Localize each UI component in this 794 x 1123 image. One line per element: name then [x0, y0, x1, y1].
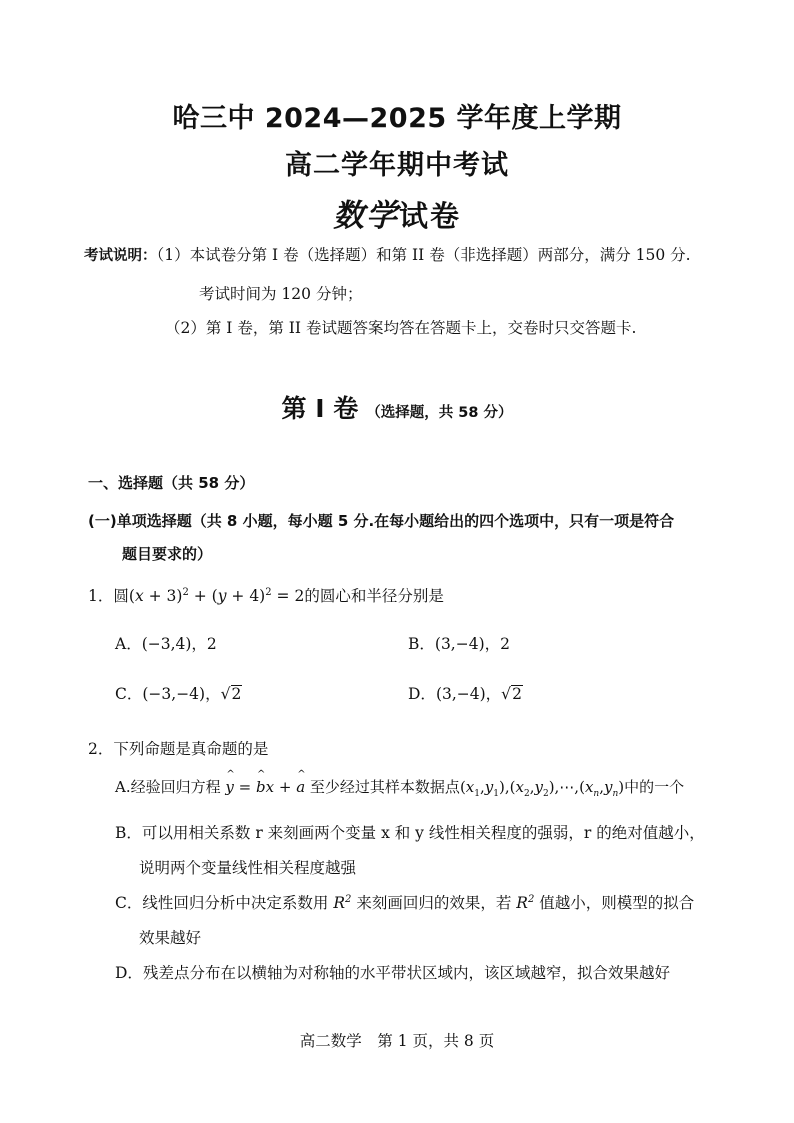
exam-header-school: 哈三中 2024—2025 学年度上学期 — [172, 103, 622, 134]
question-1-option-d — [408, 682, 523, 704]
question-2-option-b — [115, 821, 705, 843]
exam-notes-line1 — [84, 243, 691, 265]
q2-option-b-label: B． — [115, 824, 142, 842]
option-c-text: (−3,−4)， — [142, 685, 221, 703]
q2-option-b-line1: 可以用相关系数 r 来刻画两个变量 x 和 y 线性相关程度的强弱，r 的绝对值越小， — [141, 824, 705, 842]
exam-notes-item1a: （1）本试卷分第 I 卷（选择题）和第 II 卷（非选择题）两部分，满分 150 分. — [156, 246, 691, 264]
exam-notes-item1b: 考试时间为 120 分钟； — [199, 285, 363, 303]
sqrt-symbol: √ — [220, 685, 231, 703]
q2-option-c-b: 来刻画回归的效果，若 — [356, 894, 512, 912]
page-footer: 高二数学 第 1 页，共 8 页 — [299, 1032, 495, 1050]
q2-option-d-label: D． — [115, 964, 143, 982]
option-b-label: B． — [408, 635, 435, 653]
exam-header-grade: 高二学年期中考试 — [285, 150, 509, 181]
question-1-option-b — [408, 632, 510, 654]
subject-brush-text: 数学 — [332, 198, 399, 234]
q2-option-c-label: C． — [115, 894, 143, 912]
q2-option-a-post: 中的一个 — [624, 778, 685, 796]
question-2-text: 下列命题是真命题的是 — [113, 740, 269, 758]
question-2-option-c-line2: 效果越好 — [139, 929, 202, 947]
r-squared: $R^2$ — [328, 893, 352, 912]
question-1-equation: $(x + 3)^2 + (y + 4)^2 = 2$ — [128, 586, 305, 605]
question-2-number: 2． — [88, 740, 114, 758]
question-1-option-c — [115, 682, 242, 704]
exam-header-subject — [0, 190, 794, 235]
part-heading: 一、选择题（共 58 分） — [88, 474, 255, 492]
question-2-option-c — [115, 891, 694, 913]
q2-option-d-text: 残差点分布在以横轴为对称轴的水平带状区域内，该区域越窄，拟合效果越好 — [142, 964, 670, 982]
question-2-option-a — [115, 776, 684, 799]
q2-option-c-a: 线性回归分析中决定系数用 — [142, 894, 329, 912]
part-subheading-line2: 题目要求的） — [122, 545, 213, 563]
part-subheading-line1: (一)单项选择题（共 8 小题，每小题 5 分.在每小题给出的四个选项中，只有一项是符合 — [88, 512, 675, 530]
question-1-stem — [88, 584, 444, 606]
subject-rest-text: 试卷 — [398, 199, 461, 233]
question-2-option-d — [115, 961, 670, 983]
q2-option-a-label: A. — [115, 778, 131, 796]
question-1-prefix: 圆 — [113, 587, 129, 605]
section-title-sub: （选择题，共 58 分） — [366, 405, 513, 421]
q2-option-a-pre: 经验回归方程 — [130, 778, 221, 796]
sample-points: $(x_1,y_1),(x_2,y_2),\cdots,(x_n,y_n)$ — [459, 778, 625, 799]
option-c-sqrt: 2 — [231, 685, 242, 703]
q2-option-c-c: 值越小，则模型的拟合 — [539, 894, 695, 912]
question-1-option-a — [115, 632, 217, 654]
option-c-label: C． — [115, 685, 143, 703]
r-squared: $R^2$ — [511, 893, 535, 912]
option-b-text: (3,−4)，2 — [434, 635, 510, 653]
question-1-number: 1． — [88, 587, 114, 605]
question-2-option-b-line2: 说明两个变量线性相关程度越强 — [139, 859, 357, 877]
option-a-label: A． — [115, 635, 142, 653]
question-2-stem — [88, 737, 268, 759]
exam-notes-label: 考试说明： — [84, 248, 157, 264]
option-d-text: (3,−4)， — [435, 685, 502, 703]
option-d-label: D． — [408, 685, 436, 703]
sqrt-symbol: √ — [501, 685, 512, 703]
option-d-sqrt: 2 — [512, 685, 522, 703]
option-a-text: (−3,4)，2 — [141, 635, 217, 653]
regression-equation: ^ y = ^ bx + ^ a — [221, 778, 310, 796]
section-title — [0, 389, 794, 425]
q2-option-a-mid: 至少经过其样本数据点 — [309, 778, 460, 796]
exam-notes-item2: （2）第 I 卷，第 II 卷试题答案均答在答题卡上，交卷时只交答题卡. — [165, 319, 637, 337]
section-title-main: 第 I 卷 — [281, 394, 359, 423]
question-1-suffix: 的圆心和半径分别是 — [304, 587, 444, 605]
